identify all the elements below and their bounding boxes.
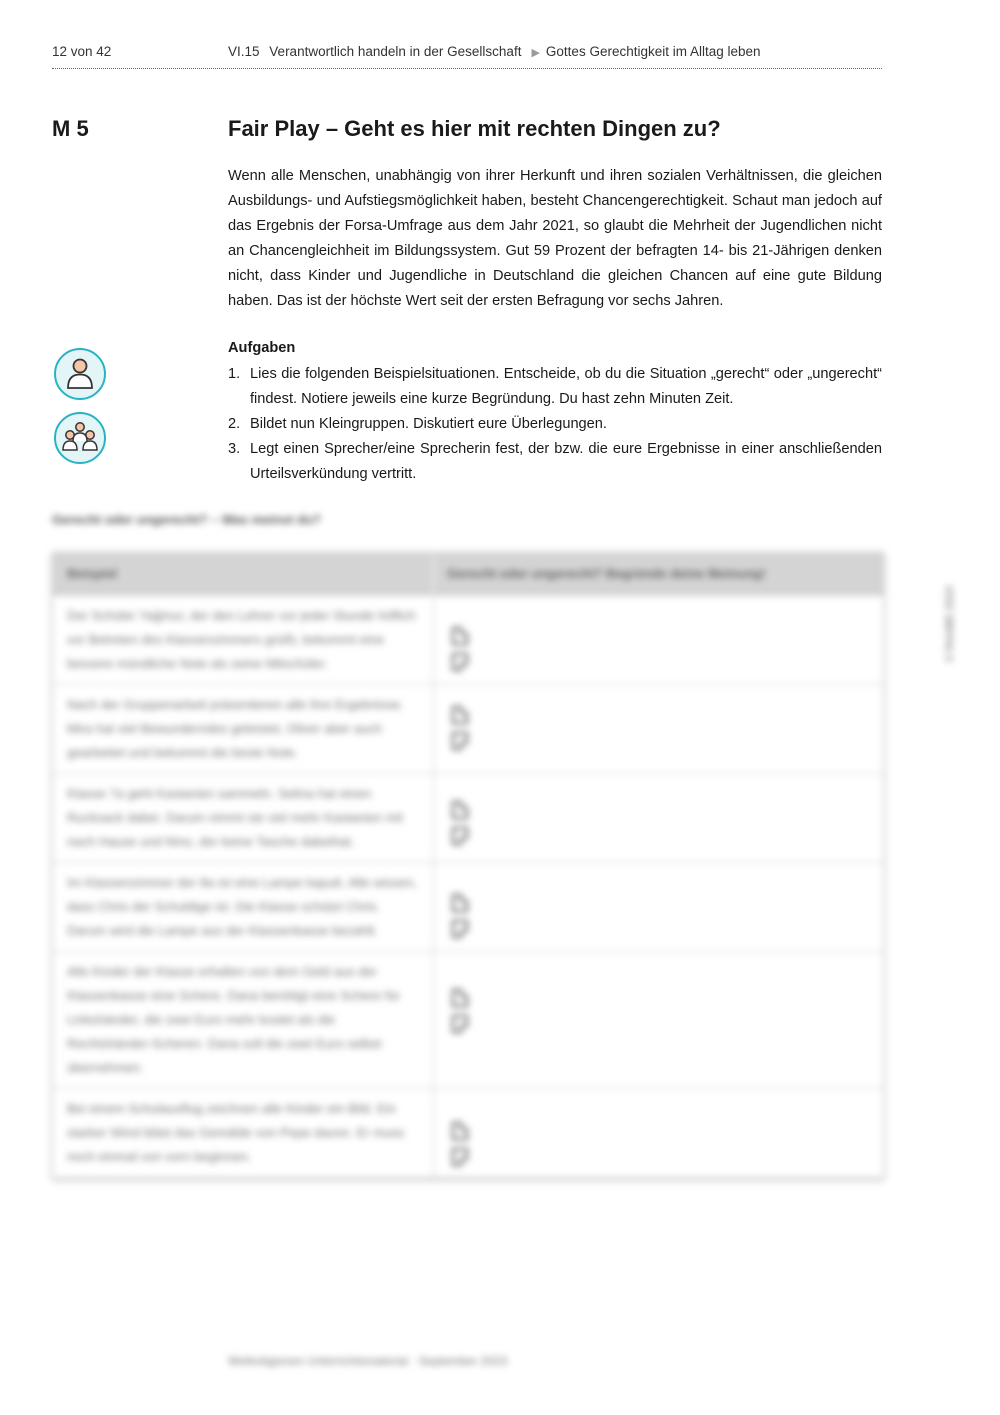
- tasks-heading: Aufgaben: [228, 340, 296, 356]
- material-label: M 5: [52, 116, 89, 141]
- single-person-icon: [54, 348, 106, 400]
- example-text: Bei einem Schulausflug zeichnen alle Kinder ein Bild. Ein starker Wind bläst das Gemälde von Pepe davon. Er muss noch einmal von vorn beginnen.: [67, 1101, 405, 1164]
- thumbs-icon: [445, 794, 473, 858]
- example-text: Alle Kinder der Klasse erhalten von dem Geld aus der Klassenkasse eine Schere. Dana benötigt eine Schere für Linkshänder, die zwei Euro mehr kostet als die Rechtshänder-Scheren. Dana soll die zwei Euro selbst übernehmen.: [67, 964, 401, 1075]
- task-item: 1. Lies die folgenden Beispielsituationen. Entscheide, ob du die Situation „gerecht“ oder „ungerecht“ findest. Notiere jeweils eine kurze Begründung. Du hast zehn Minuten Zeit.: [228, 366, 882, 407]
- page-footer: Weltreligionen Unterrichtsmaterial · September 2023: [228, 1354, 508, 1368]
- table-subheading: Gerecht oder ungerecht? – Was meinst du?: [52, 512, 321, 527]
- blurred-preview: [0, 466, 1000, 1415]
- task-item: 3. Legt einen Sprecher/eine Sprecherin fest, der bzw. die eure Ergebnisse in einer anschließenden Urteilsverkündung vertritt.: [228, 441, 882, 482]
- topic-title: Gottes Gerechtigkeit im Alltag leben: [545, 44, 761, 59]
- table-row: [53, 595, 883, 684]
- section-code: VI.15: [228, 44, 260, 59]
- example-text: Nach der Gruppenarbeit präsentieren alle ihre Ergebnisse. Mira hat viel Bewunderndes geleistet, Oliver aber auch gearbeitet und bekommt die beste Note.: [67, 697, 404, 760]
- column-header-judgement: Gerecht oder ungerecht? Begründe deine Meinung!: [447, 566, 766, 581]
- breadcrumb: [228, 44, 767, 59]
- material-title: Fair Play – Geht es hier mit rechten Dingen zu?: [228, 116, 721, 141]
- example-text: Klasse 7a geht Kastanien sammeln. Selina hat einen Rucksack dabei. Darum nimmt sie viel mehr Kastanien mit nach Hause und Nino, der keine Tasche dabeihat.: [67, 786, 403, 849]
- task-item: 2. Bildet nun Kleingruppen. Diskutiert eure Überlegungen.: [228, 416, 607, 432]
- table-row: [53, 684, 883, 773]
- worksheet-table: [52, 552, 884, 1178]
- thumbs-icon: [445, 887, 473, 951]
- table-row: [53, 951, 883, 1088]
- example-text: Im Klassenzimmer der 8a ist eine Lampe kaputt. Alle wissen, dass Chris der Schuldige ist. Die Klasse schützt Chris. Darum wird die Lampe aus der Klassenkasse bezahlt.: [67, 875, 417, 938]
- table-header: [53, 553, 883, 595]
- example-text: Der Schüler Yağmur, der den Lehrer vor jeder Stunde höflich vor Betreten des Klassenzimmers grüßt, bekommt eine bessere mündliche Note als seine Mitschüler.: [67, 608, 416, 671]
- table-row: [53, 1088, 883, 1177]
- column-header-example: Beispiel: [67, 566, 117, 581]
- table-row: [53, 862, 883, 951]
- table-row: [53, 773, 883, 862]
- triangle-right-icon: ▶: [531, 47, 540, 59]
- unit-title: Verantwortlich handeln in der Gesellschaft: [269, 44, 522, 59]
- group-icon: [54, 412, 106, 464]
- intro-paragraph: Wenn alle Menschen, unabhängig von ihrer Herkunft und ihren sozialen Verhältnissen, die gleichen Ausbildungs- und Aufstiegsmöglichkeit haben, besteht Chancengerechtigkeit. Schaut man jedoch auf das Ergebnis der Forsa-Umfrage aus dem Jahr 2021, so glaubt die Mehrheit der Jugendlichen nicht an Chancengleichheit im Bildungssystem. Gut 59 Prozent der befragten 14- bis 21-Jährigen denken nicht, dass Kinder und Jugendliche in Deutschland die gleichen Chancen auf eine gute Bildung haben. Das ist der höchste Wert seit der ersten Befragung vor sechs Jahren.: [228, 168, 882, 309]
- thumbs-icon: [445, 1115, 473, 1179]
- copyright-side-label: © RAABE 2023: [944, 586, 956, 662]
- thumbs-icon: [445, 699, 473, 763]
- page-number: 12 von 42: [52, 44, 112, 59]
- header-divider: [52, 68, 882, 69]
- thumbs-icon: [445, 620, 473, 684]
- page-header: [52, 44, 882, 66]
- thumbs-icon: [445, 982, 473, 1046]
